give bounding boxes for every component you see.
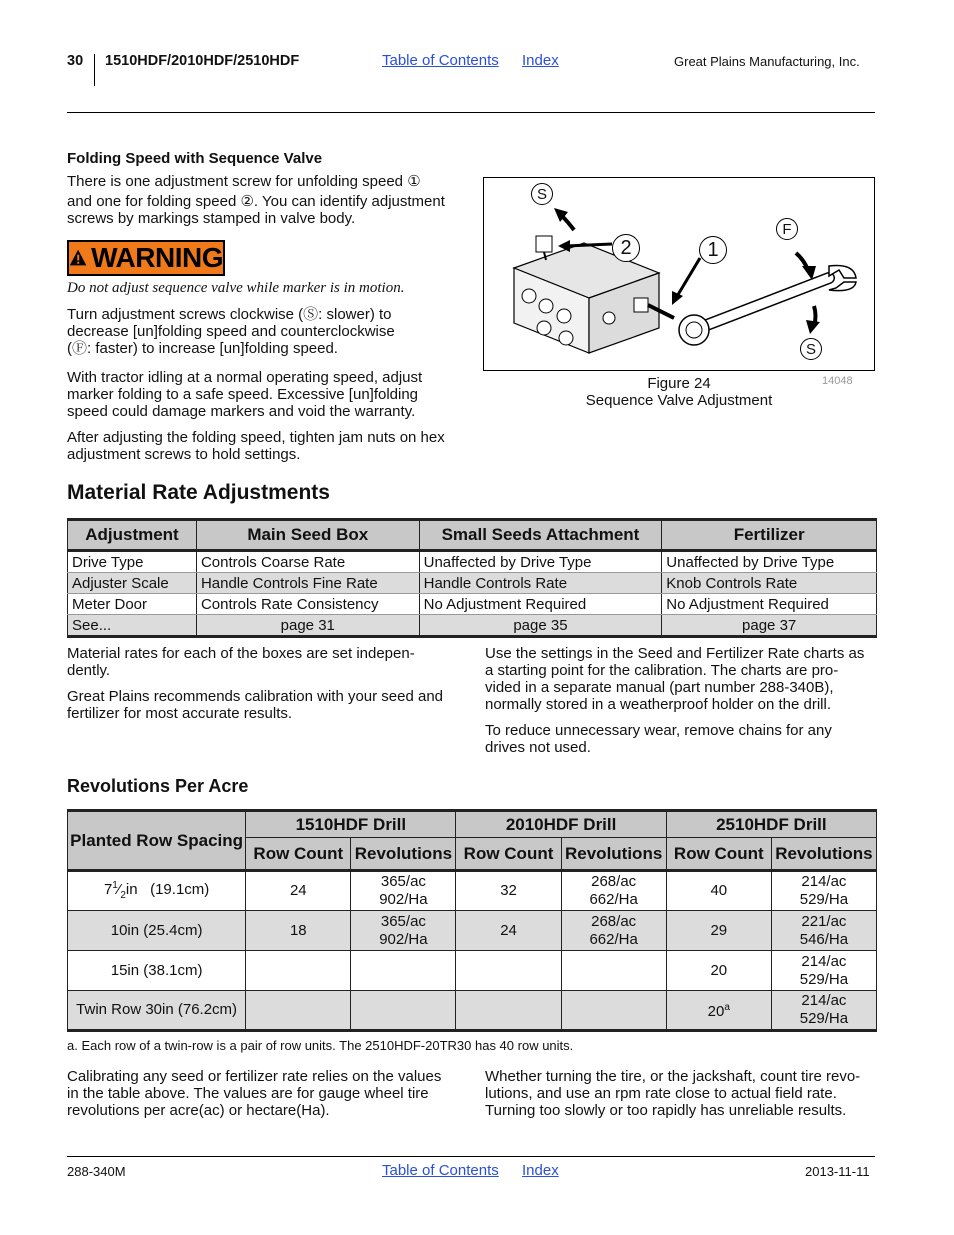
column-header: Small Seeds Attachment — [419, 520, 662, 551]
table-row — [68, 991, 877, 1031]
text-line: marker folding to a safe speed. Excessive [un]folding — [67, 386, 419, 403]
revolutions-cell — [561, 911, 666, 951]
column-header: Adjustment — [68, 520, 197, 551]
column-header: Main Seed Box — [196, 520, 419, 551]
figure-id: 14048 — [822, 375, 853, 387]
column-header-spacing: Planted Row Spacing — [68, 811, 246, 871]
row-count-cell: 24 — [456, 911, 561, 951]
row-count-cell: 24 — [246, 871, 351, 911]
text-line: Great Plains recommends calibration with your seed and — [67, 688, 444, 705]
footer-index-link[interactable]: Index — [522, 1162, 559, 1179]
empty-cell — [561, 951, 666, 991]
label-screw-1: 1 — [699, 236, 727, 264]
text-line: vided in a separate manual (part number 288-340B), — [485, 679, 834, 696]
row-count-cell: 40 — [666, 871, 771, 911]
caption-title: Sequence Valve Adjustment — [585, 392, 773, 409]
subheader-row-count: Row Count — [246, 838, 351, 871]
material-left-para1 — [67, 645, 415, 679]
table-cell: Handle Controls Fine Rate — [196, 573, 419, 594]
table-header-row — [68, 520, 877, 551]
fraction-denominator: 2 — [120, 890, 126, 901]
revolutions-heading: Revolutions Per Acre — [67, 776, 249, 796]
rev-per-hectare: 529/Ha — [799, 970, 849, 988]
table-cell: No Adjustment Required — [662, 594, 877, 615]
revolutions-cell — [351, 871, 456, 911]
table-row — [68, 911, 877, 951]
empty-cell — [246, 991, 351, 1031]
table-cell: Meter Door — [68, 594, 197, 615]
spacing-whole: 7 — [103, 881, 113, 898]
folding-heading: Folding Speed with Sequence Valve — [67, 150, 323, 167]
spacing-cell: 15in (38.1cm) — [68, 951, 246, 991]
revolutions-right-para — [485, 1068, 860, 1119]
drill-header: 1510HDF Drill — [246, 811, 456, 838]
table-row — [68, 615, 877, 637]
rev-per-hectare: 902/Ha — [379, 891, 428, 908]
header-toc-link[interactable]: Table of Contents — [382, 52, 499, 69]
table-cell: Drive Type — [68, 551, 197, 573]
text-line: lutions, and use an rpm rate close to actual field rate. — [485, 1085, 837, 1102]
warning-text: Do not adjust sequence valve while marker is in motion. — [67, 280, 405, 296]
text-line: Turning too slowly or too rapidly has unreliable results. — [485, 1102, 847, 1119]
table-cell: No Adjustment Required — [419, 594, 662, 615]
rev-per-hectare: 902/Ha — [379, 930, 428, 948]
page-number: 30 — [67, 53, 84, 69]
row-count-cell: 20 — [666, 951, 771, 991]
rev-per-acre: 214/ac — [801, 992, 847, 1009]
text-line: adjustment screws to hold settings. — [67, 446, 301, 463]
revolutions-table — [67, 809, 877, 1032]
figure-sequence-valve — [483, 177, 875, 371]
footer-toc-link[interactable]: Table of Contents — [382, 1162, 499, 1179]
table-row — [68, 594, 877, 615]
row-count-cell: 32 — [456, 871, 561, 911]
revolutions-cell — [771, 911, 876, 951]
header-index-link[interactable]: Index — [522, 52, 559, 69]
rev-per-acre: 365/ac — [380, 912, 426, 930]
folding-para2 — [67, 306, 395, 357]
empty-cell — [351, 951, 456, 991]
folding-para3 — [67, 369, 422, 420]
page-ref-cell: page 31 — [196, 615, 419, 637]
label-slower-top: S — [531, 183, 553, 205]
footer-date: 2013-11-11 — [805, 1164, 870, 1179]
fraction-numerator: 1 — [112, 880, 118, 891]
text-line: Calibrating any seed or fertilizer rate relies on the values — [67, 1068, 442, 1085]
page-ref-cell: page 35 — [419, 615, 662, 637]
folding-para1 — [67, 173, 445, 227]
rev-per-acre: 268/ac — [591, 912, 637, 930]
footnote-marker: a — [724, 1002, 730, 1013]
subheader-revolutions: Revolutions — [561, 838, 666, 871]
table-cell: Knob Controls Rate — [662, 573, 877, 594]
table-cell: Controls Coarse Rate — [196, 551, 419, 573]
table-row — [68, 573, 877, 594]
text-line: normally stored in a weatherproof holder on the drill. — [485, 696, 832, 713]
text-line: dently. — [67, 662, 111, 679]
empty-cell — [456, 951, 561, 991]
folding-para4 — [67, 429, 445, 463]
empty-cell — [351, 991, 456, 1031]
table-row — [68, 551, 877, 573]
table-cell: See... — [68, 615, 197, 637]
spacing-cell: Twin Row 30in (76.2cm) — [68, 991, 246, 1031]
text-line: After adjusting the folding speed, tighten jam nuts on hex — [67, 429, 445, 446]
spacing-rest: in (19.1cm) — [125, 881, 210, 898]
footer-rule — [67, 1156, 875, 1157]
empty-cell — [456, 991, 561, 1031]
table-cell: Unaffected by Drive Type — [662, 551, 877, 573]
text-line: To reduce unnecessary wear, remove chains for any — [485, 722, 832, 739]
warning-label — [67, 240, 225, 276]
table-cell: Handle Controls Rate — [419, 573, 662, 594]
text-line: There is one adjustment screw for unfolding speed ① — [67, 173, 421, 190]
subheader-row-count: Row Count — [456, 838, 561, 871]
rev-per-acre: 214/ac — [801, 952, 847, 970]
drill-header: 2010HDF Drill — [456, 811, 666, 838]
row-count-cell: 29 — [666, 911, 771, 951]
subheader-revolutions: Revolutions — [771, 838, 876, 871]
text-line: Use the settings in the Seed and Fertilizer Rate charts as — [485, 645, 865, 662]
rev-per-hectare: 529/Ha — [799, 1010, 849, 1027]
material-heading: Material Rate Adjustments — [67, 481, 330, 504]
revolutions-cell — [771, 871, 876, 911]
warning-word: WARNING — [91, 242, 223, 273]
spacing-cell: $7^1⁄_2in$ (19.1cm) — [68, 871, 246, 911]
header-company: Great Plains Manufacturing, Inc. — [674, 54, 860, 69]
table-cell: Adjuster Scale — [68, 573, 197, 594]
figure-caption — [483, 375, 875, 409]
subheader-row-count: Row Count — [666, 838, 771, 871]
text-line: Turn adjustment screws clockwise (Ⓢ: slower) to — [67, 306, 392, 323]
text-line: a starting point for the calibration. The charts are pro- — [485, 662, 839, 679]
revolutions-cell — [771, 991, 876, 1031]
material-table — [67, 518, 877, 638]
page-ref-cell: page 37 — [662, 615, 877, 637]
header-divider — [94, 54, 95, 86]
rev-per-hectare: 529/Ha — [799, 891, 849, 908]
drill-header: 2510HDF Drill — [666, 811, 876, 838]
text-line: Whether turning the tire, or the jackshaft, count tire revo- — [485, 1068, 861, 1085]
table-footnote: a. Each row of a twin-row is a pair of row units. The 2510HDF-20TR30 has 40 row units. — [67, 1038, 574, 1053]
rev-per-acre: 268/ac — [591, 873, 637, 890]
footer-doc-number: 288-340M — [67, 1164, 126, 1179]
rev-per-hectare: 662/Ha — [589, 930, 638, 948]
spacing-cell: 10in (25.4cm) — [68, 911, 246, 951]
revolutions-left-para — [67, 1068, 441, 1119]
text-line: With tractor idling at a normal operating speed, adjust — [67, 369, 423, 386]
rev-per-hectare: 546/Ha — [799, 930, 849, 948]
material-left-para2 — [67, 688, 443, 722]
row-count-cell — [666, 991, 771, 1031]
revolutions-cell — [561, 871, 666, 911]
label-screw-2: 2 — [612, 234, 640, 262]
table-cell: Controls Rate Consistency — [196, 594, 419, 615]
column-header: Fertilizer — [662, 520, 877, 551]
text-line: revolutions per acre(ac) or hectare(Ha). — [67, 1102, 330, 1119]
material-right-para2 — [485, 722, 832, 756]
table-header-row — [68, 811, 877, 838]
empty-cell — [561, 991, 666, 1031]
text-line: (Ⓕ: faster) to increase [un]folding speed. — [67, 340, 338, 357]
table-row — [68, 951, 877, 991]
empty-cell — [246, 951, 351, 991]
text-line: decrease [un]folding speed and counterclockwise — [67, 323, 395, 340]
label-faster: F — [776, 218, 798, 240]
text-line: Material rates for each of the boxes are set indepen- — [67, 645, 415, 662]
table-cell: Unaffected by Drive Type — [419, 551, 662, 573]
text-line: in the table above. The values are for gauge wheel tire — [67, 1085, 429, 1102]
material-right-para1 — [485, 645, 864, 713]
text-line: fertilizer for most accurate results. — [67, 705, 293, 722]
caption-number: Figure 24 — [647, 375, 711, 392]
row-count-value: 20 — [707, 1003, 725, 1020]
text-line: speed could damage markers and void the warranty. — [67, 403, 416, 420]
rev-per-hectare: 662/Ha — [589, 891, 638, 908]
subheader-revolutions: Revolutions — [351, 838, 456, 871]
row-count-cell: 18 — [246, 911, 351, 951]
revolutions-cell — [771, 951, 876, 991]
revolutions-cell — [351, 911, 456, 951]
header-rule — [67, 112, 875, 113]
warning-triangle-icon — [69, 247, 87, 269]
header-model: 1510HDF/2010HDF/2510HDF — [105, 53, 300, 69]
label-slower-bottom: S — [800, 338, 822, 360]
text-line: and one for folding speed ②. You can identify adjustment — [67, 193, 445, 210]
text-line: screws by markings stamped in valve body. — [67, 210, 356, 227]
rev-per-acre: 365/ac — [380, 873, 426, 890]
table-row — [68, 871, 877, 911]
rev-per-acre: 221/ac — [801, 912, 847, 930]
text-line: drives not used. — [485, 739, 591, 756]
rev-per-acre: 214/ac — [801, 873, 847, 890]
